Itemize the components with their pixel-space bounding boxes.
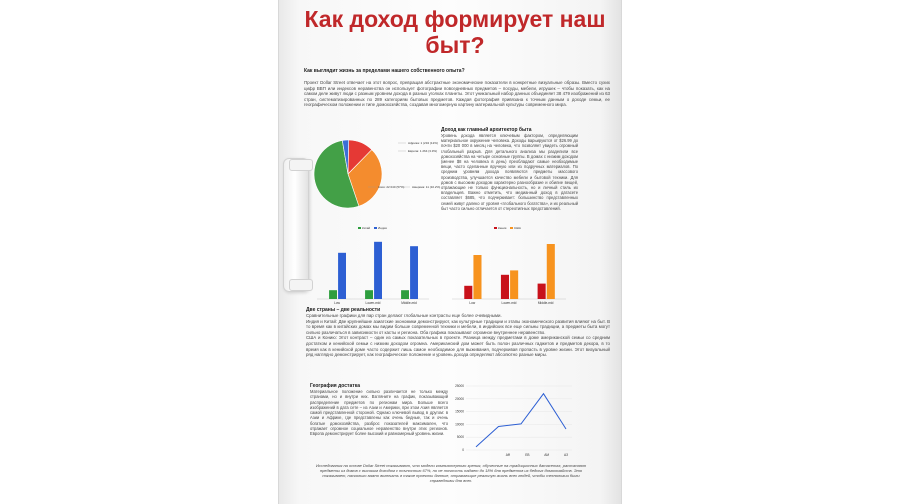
bar bbox=[338, 253, 346, 299]
bar bbox=[510, 270, 518, 299]
pie-chart bbox=[308, 128, 443, 218]
line-y-tick: 10000 bbox=[455, 422, 464, 427]
bar-legend-label: Китай bbox=[362, 226, 371, 230]
intro-section bbox=[304, 68, 610, 108]
intro-text: Проект Dollar Street отвечает на этот вопрос, превращая абстрактные экономические показатели в конкретные визуальные образы. Вместо сухих цифр ВВП или индексов неравенства он использует фотографии повседневных предметов – посуды, мебели, игрушек – чтобы показать, как на самом деле живут люди с разным уровнем дохода в разных уголках планеты. Этот уникальный набор данных объединяет 38 479 изображений из 63 стран, систематизированных по 289 категориям бытовых предметов. Каждая фотография привязана к точным данным о доходе семьи, ее географическом положении и типе домохозяйства, создавая многомерную картину материальной культуры современного мира. bbox=[304, 80, 610, 108]
countries-text-3: США и Конию: Этот контраст – один из самых показательных в проекте. Разница между предметами в доме американской семьи со средним достатком и кенийской семьи с низким доходом огромна. Американский дом может быть полон различных гаджетов и предметов декора, в то время как в кенийской доме часто содержит лишь самое необходимое для выживания, подчеркивая пропасть в уровне жизни. Этот визуальный ряд наглядно демонстрирует, как географическое положение и уровень дохода определяют абсолютно разные миры. bbox=[306, 335, 610, 358]
geo-heading: География достатка bbox=[310, 383, 360, 389]
line-y-tick: 25000 bbox=[455, 384, 464, 388]
geo-text: Материальное положение сильно различается не только между странами, но и внутри них. Взгляните на график, показывающий распределение предметов по регионам мира. Больше всего изображений в дата сете – из Азии и Америки, при этом Азия является самой представленной стороной. Однако ключевой вывод в другом: в Азии и Африке, где представлены как очень бедные, так и очень богатые домохозяйства, разброс показателей максимален, что отражает огромное социальное неравенство внутри этих регионов. Европа демонстрирует более высокий и равномерный уровень жизни. bbox=[310, 389, 448, 437]
line-x-tick: АМ bbox=[544, 453, 550, 457]
line-grid bbox=[455, 384, 572, 452]
bar-category-label: Low bbox=[469, 301, 476, 305]
bar-category-label: Lower-mid bbox=[501, 301, 517, 305]
pie-slices bbox=[314, 140, 382, 208]
bar-category-label: Middle-mid bbox=[537, 301, 554, 305]
bar bbox=[464, 286, 472, 299]
countries-text-1: Сравнительные графики для пар стран делают глобальные контрасты еще более очевидными. bbox=[306, 313, 502, 318]
bar bbox=[501, 275, 509, 299]
line-x-tick: АФ bbox=[505, 453, 511, 457]
bar bbox=[329, 290, 337, 299]
line-y-tick: 5000 bbox=[456, 435, 464, 440]
line-x-ticks bbox=[506, 453, 568, 457]
bar-legend-label: США bbox=[514, 226, 521, 230]
countries-section bbox=[306, 307, 610, 358]
countries-text-2: Индия и Китай: Две крупнейшие азиатские экономики демонстрируют, как культурные традиции и этапы экономического развития влияют на быт. В то время как в китайских домах мы видим больше современной техники и мебели, в индийских все еще сильны традиции, а предметы быта могут сильно различаться в зависимости от касты и региона. Оба графика показывают огромное внутреннее неравенство. bbox=[306, 318, 610, 335]
page-title: Как доход формирует наш быт? bbox=[304, 6, 606, 58]
bar bbox=[538, 284, 546, 299]
bar-legend-swatch bbox=[510, 227, 513, 229]
bar bbox=[365, 290, 373, 299]
geo-section bbox=[310, 383, 448, 437]
income-text: Уровень дохода является ключевым фактором, определяющим материальное окружение человека. Доходы варьируются от $26.99 до почти $20 000 в месяц на человека, что позволяет увидеть огромный глобальный разрыв. Для детального анализа мы разделили все домохозяйства на четыре основные группы. В домах с низким доходом (менее $8 на человека в день) преобладают самые необходимые вещи, часто сделанные вручную или из подручных материалов. По средним уровням дохода появляются предметы массового производства, улучшается качество мебели и бытовой техники. Для домов с высоким доходом характерно разнообразие и обилие вещей, отражающие не только функциональность, но и личный стиль их владельцев. Важно отметить, что медианный доход в датасете составляет $685, что подчеркивает: большинство представленных семей живут далеко от уровня «глобального богатства», и их реальный быт часто сильно отличается от стереотипных представлений. bbox=[441, 133, 578, 211]
bar bbox=[473, 255, 481, 299]
countries-heading: Две страны – две реальности bbox=[306, 307, 381, 313]
bar-legend-swatch bbox=[494, 227, 497, 229]
footer-note: Исследования на основе Dollar Street показывают, что модели компьютерного зрения, обученные на традиционных датасетах, распознают предметы из домов с высоким доходом с точностью 67%, но не точность падает до 18% для предметов из бедных домохозяйств. Это показывает, насколько важно включать в такие проекты данные, отражающие реальную жизнь всех людей, чтобы технологии были справедливы для всех. bbox=[315, 463, 587, 483]
line-y-tick: 15000 bbox=[455, 409, 464, 414]
line-y-tick: 0 bbox=[462, 448, 464, 452]
bar bbox=[547, 244, 555, 299]
bar-category-label: Middle-mid bbox=[401, 301, 417, 305]
bars-china-india bbox=[329, 226, 418, 305]
bar-category-label: Lower-mid bbox=[365, 301, 381, 305]
bars-kenya-usa bbox=[464, 226, 555, 305]
bar-category-label: Low bbox=[334, 301, 340, 305]
bar-chart-kenya-usa bbox=[446, 225, 570, 307]
income-section bbox=[441, 127, 578, 211]
line-y-tick: 20000 bbox=[455, 396, 464, 401]
bar bbox=[374, 242, 382, 299]
line-chart-regions bbox=[450, 380, 580, 462]
bar-legend-swatch bbox=[358, 227, 361, 229]
pie-label-3: Америка: 11 (10.2%) bbox=[412, 185, 441, 189]
bar-legend-label: Индия bbox=[378, 226, 387, 230]
bar-chart-china-india bbox=[311, 225, 433, 307]
bar bbox=[410, 246, 418, 299]
income-heading: Доход как главный архитектор быта bbox=[441, 127, 532, 133]
fridge-handle bbox=[283, 158, 309, 292]
bar bbox=[401, 290, 409, 299]
intro-heading: Как выглядит жизнь за пределами нашего собственного опыта? bbox=[304, 68, 465, 74]
line-series bbox=[476, 394, 566, 447]
bar-legend-label: Кения bbox=[498, 226, 507, 230]
pie-label-2: Азия: 22 040 (57%) bbox=[378, 185, 405, 189]
line-x-tick: ЕВ bbox=[525, 453, 530, 457]
bar-legend-swatch bbox=[374, 227, 377, 229]
pie-label-1: Европа: 1 264 (3.3%) bbox=[408, 149, 438, 153]
line-x-tick: АЗ bbox=[563, 453, 569, 457]
pie-label-0: Африка: 1 (234 (12%) bbox=[408, 141, 438, 145]
